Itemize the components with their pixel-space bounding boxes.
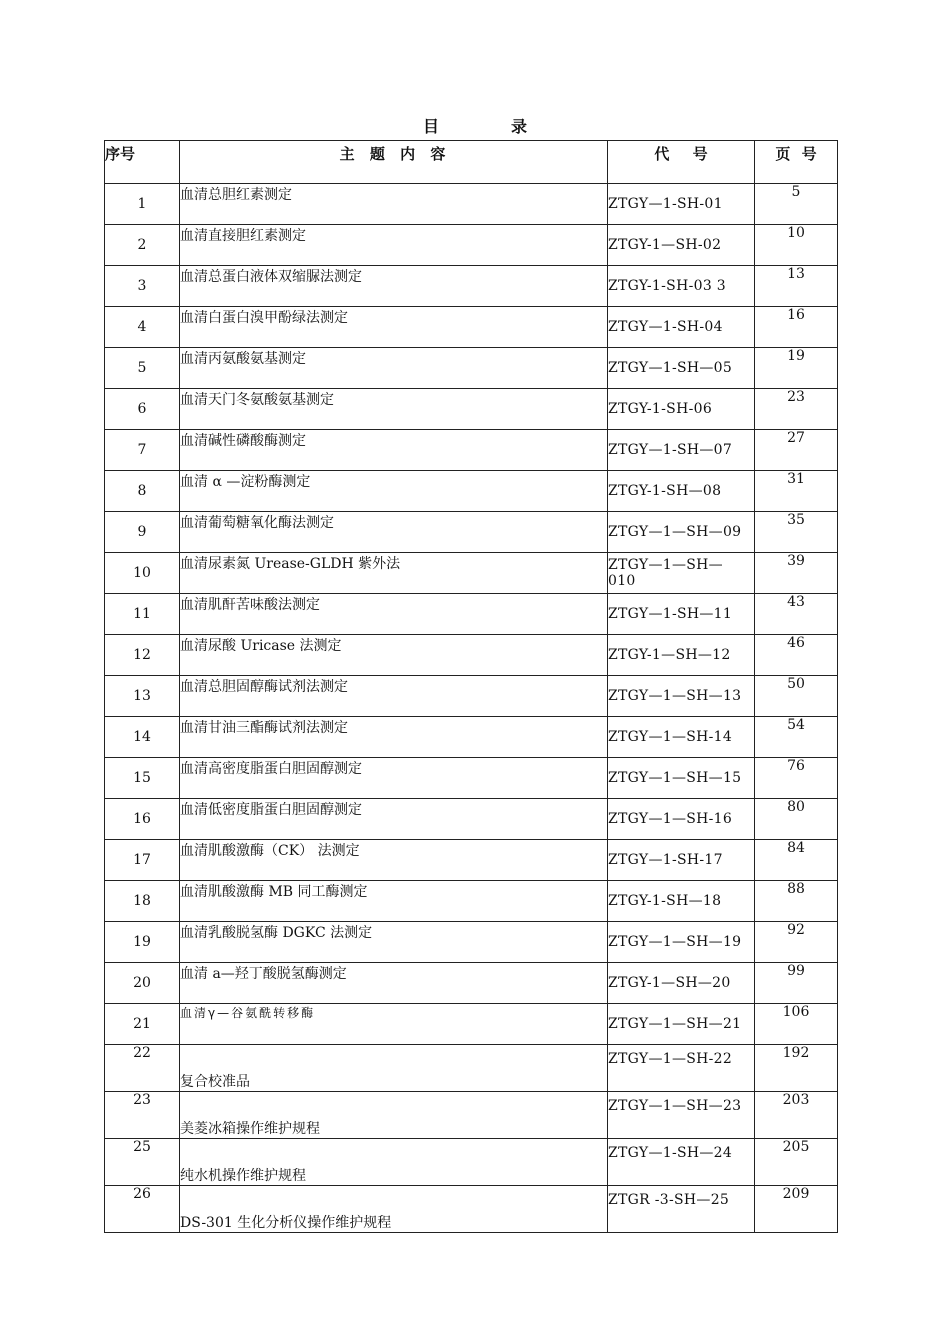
entry-code: ZTGY-1-SH—08 bbox=[608, 471, 755, 512]
entry-code: ZTGR -3-SH—25 bbox=[608, 1186, 755, 1233]
entry-page: 99 bbox=[755, 963, 838, 1004]
entry-code: ZTGY—1-SH—11 bbox=[608, 594, 755, 635]
header-number: 序号 bbox=[105, 141, 180, 184]
entry-title: 美菱冰箱操作维护规程 bbox=[180, 1092, 608, 1139]
entry-title: 纯水机操作维护规程 bbox=[180, 1139, 608, 1186]
entry-code: ZTGY—1—SH-14 bbox=[608, 717, 755, 758]
entry-page: 106 bbox=[755, 1004, 838, 1045]
entry-number: 21 bbox=[105, 1004, 180, 1045]
table-row bbox=[105, 389, 838, 430]
entry-number: 1 bbox=[105, 184, 180, 225]
table-row bbox=[105, 963, 838, 1004]
entry-code: ZTGY—1—SH—19 bbox=[608, 922, 755, 963]
entry-code: ZTGY—1—SH—23 bbox=[608, 1092, 755, 1139]
entry-title: 血清肌酸激酶（CK） 法测定 bbox=[180, 840, 608, 881]
table-row bbox=[105, 758, 838, 799]
table-row bbox=[105, 266, 838, 307]
entry-title: 血清丙氨酸氨基测定 bbox=[180, 348, 608, 389]
entry-title: 血清总胆红素测定 bbox=[180, 184, 608, 225]
entry-page: 92 bbox=[755, 922, 838, 963]
entry-number: 2 bbox=[105, 225, 180, 266]
entry-code: ZTGY—1-SH-04 bbox=[608, 307, 755, 348]
entry-page: 76 bbox=[755, 758, 838, 799]
table-row bbox=[105, 225, 838, 266]
table-row bbox=[105, 676, 838, 717]
entry-code: ZTGY-1-SH-06 bbox=[608, 389, 755, 430]
entry-number: 26 bbox=[105, 1186, 180, 1233]
entry-code: ZTGY—1—SH—13 bbox=[608, 676, 755, 717]
entry-page: 19 bbox=[755, 348, 838, 389]
entry-title: 血清白蛋白溴甲酚绿法测定 bbox=[180, 307, 608, 348]
entry-number: 13 bbox=[105, 676, 180, 717]
entry-code: ZTGY-1—SH-02 bbox=[608, 225, 755, 266]
entry-page: 5 bbox=[755, 184, 838, 225]
entry-code: ZTGY-1—SH—20 bbox=[608, 963, 755, 1004]
table-row bbox=[105, 1186, 838, 1233]
entry-title: 血清直接胆红素测定 bbox=[180, 225, 608, 266]
entry-code: ZTGY—1—SH-16 bbox=[608, 799, 755, 840]
entry-number: 11 bbox=[105, 594, 180, 635]
entry-code: ZTGY-1-SH—18 bbox=[608, 881, 755, 922]
entry-page: 50 bbox=[755, 676, 838, 717]
entry-page: 80 bbox=[755, 799, 838, 840]
entry-title: 血清乳酸脱氢酶 DGKC 法测定 bbox=[180, 922, 608, 963]
entry-number: 18 bbox=[105, 881, 180, 922]
entry-title: 血清葡萄糖氧化酶法测定 bbox=[180, 512, 608, 553]
entry-title: 血清肌酸激酶 MB 同工酶测定 bbox=[180, 881, 608, 922]
entry-title: 血清肌酐苦味酸法测定 bbox=[180, 594, 608, 635]
entry-number: 5 bbox=[105, 348, 180, 389]
header-code: 代 号 bbox=[608, 141, 755, 184]
table-row bbox=[105, 430, 838, 471]
entry-page: 205 bbox=[755, 1139, 838, 1186]
entry-number: 20 bbox=[105, 963, 180, 1004]
entry-code: ZTGY-1-SH-03 3 bbox=[608, 266, 755, 307]
entry-page: 31 bbox=[755, 471, 838, 512]
entry-page: 39 bbox=[755, 553, 838, 594]
entry-code: ZTGY-1—SH—12 bbox=[608, 635, 755, 676]
entry-number: 16 bbox=[105, 799, 180, 840]
entry-number: 7 bbox=[105, 430, 180, 471]
entry-title: 血清高密度脂蛋白胆固醇测定 bbox=[180, 758, 608, 799]
entry-title: 血清尿酸 Uricase 法测定 bbox=[180, 635, 608, 676]
entry-page: 43 bbox=[755, 594, 838, 635]
table-row bbox=[105, 881, 838, 922]
entry-code: ZTGY—1-SH-17 bbox=[608, 840, 755, 881]
table-header-row bbox=[105, 141, 838, 184]
entry-number: 9 bbox=[105, 512, 180, 553]
table-row bbox=[105, 840, 838, 881]
table-row bbox=[105, 1004, 838, 1045]
entry-title: 血清甘油三酯酶试剂法测定 bbox=[180, 717, 608, 758]
entry-number: 19 bbox=[105, 922, 180, 963]
entry-number: 23 bbox=[105, 1092, 180, 1139]
entry-code: ZTGY—1—SH—21 bbox=[608, 1004, 755, 1045]
entry-number: 10 bbox=[105, 553, 180, 594]
entry-page: 10 bbox=[755, 225, 838, 266]
entry-title: 血清 α —淀粉酶测定 bbox=[180, 471, 608, 512]
table-row bbox=[105, 471, 838, 512]
entry-page: 16 bbox=[755, 307, 838, 348]
entry-title: 血清γ—谷氨酰转移酶 bbox=[180, 1004, 608, 1045]
header-page: 页 号 bbox=[755, 141, 838, 184]
entry-code: ZTGY—1-SH—24 bbox=[608, 1139, 755, 1186]
entry-title: 血清总蛋白液体双缩脲法测定 bbox=[180, 266, 608, 307]
table-row bbox=[105, 717, 838, 758]
entry-code: ZTGY—1—SH— 010 bbox=[608, 553, 755, 594]
entry-title: 血清低密度脂蛋白胆固醇测定 bbox=[180, 799, 608, 840]
entry-number: 15 bbox=[105, 758, 180, 799]
entry-code: ZTGY—1-SH—07 bbox=[608, 430, 755, 471]
table-row bbox=[105, 307, 838, 348]
table-row bbox=[105, 799, 838, 840]
entry-code: ZTGY—1-SH—05 bbox=[608, 348, 755, 389]
entry-page: 88 bbox=[755, 881, 838, 922]
entry-title: 血清尿素氮 Urease-GLDH 紫外法 bbox=[180, 553, 608, 594]
entry-page: 203 bbox=[755, 1092, 838, 1139]
table-row bbox=[105, 922, 838, 963]
entry-page: 209 bbox=[755, 1186, 838, 1233]
entry-page: 46 bbox=[755, 635, 838, 676]
page-title: 目 录 bbox=[422, 117, 555, 136]
entry-number: 4 bbox=[105, 307, 180, 348]
entry-number: 14 bbox=[105, 717, 180, 758]
header-title: 主 题 内 容 bbox=[180, 141, 608, 184]
table-row bbox=[105, 184, 838, 225]
entry-code: ZTGY—1—SH-22 bbox=[608, 1045, 755, 1092]
entry-title: 血清天门冬氨酸氨基测定 bbox=[180, 389, 608, 430]
table-row bbox=[105, 553, 838, 594]
entry-page: 27 bbox=[755, 430, 838, 471]
entry-number: 12 bbox=[105, 635, 180, 676]
entry-page: 35 bbox=[755, 512, 838, 553]
entry-title: 血清总胆固醇酶试剂法测定 bbox=[180, 676, 608, 717]
entry-number: 8 bbox=[105, 471, 180, 512]
entry-number: 22 bbox=[105, 1045, 180, 1092]
entry-title: 复合校准品 bbox=[180, 1045, 608, 1092]
entry-number: 3 bbox=[105, 266, 180, 307]
entry-title: 血清 a—羟丁酸脱氢酶测定 bbox=[180, 963, 608, 1004]
table-row bbox=[105, 348, 838, 389]
entry-title: 血清碱性磷酸酶测定 bbox=[180, 430, 608, 471]
entry-number: 25 bbox=[105, 1139, 180, 1186]
entry-page: 84 bbox=[755, 840, 838, 881]
toc-table bbox=[104, 140, 838, 1233]
toc-body bbox=[105, 184, 838, 1233]
table-row bbox=[105, 1045, 838, 1092]
table-row bbox=[105, 1139, 838, 1186]
entry-page: 23 bbox=[755, 389, 838, 430]
table-row bbox=[105, 594, 838, 635]
entry-number: 17 bbox=[105, 840, 180, 881]
entry-page: 13 bbox=[755, 266, 838, 307]
entry-page: 54 bbox=[755, 717, 838, 758]
entry-code: ZTGY—1—SH—09 bbox=[608, 512, 755, 553]
entry-title: DS-301 生化分析仪操作维护规程 bbox=[180, 1186, 608, 1233]
table-row bbox=[105, 512, 838, 553]
entry-code: ZTGY—1-SH-01 bbox=[608, 184, 755, 225]
entry-page: 192 bbox=[755, 1045, 838, 1092]
table-row bbox=[105, 1092, 838, 1139]
entry-number: 6 bbox=[105, 389, 180, 430]
entry-code: ZTGY—1—SH—15 bbox=[608, 758, 755, 799]
table-row bbox=[105, 635, 838, 676]
